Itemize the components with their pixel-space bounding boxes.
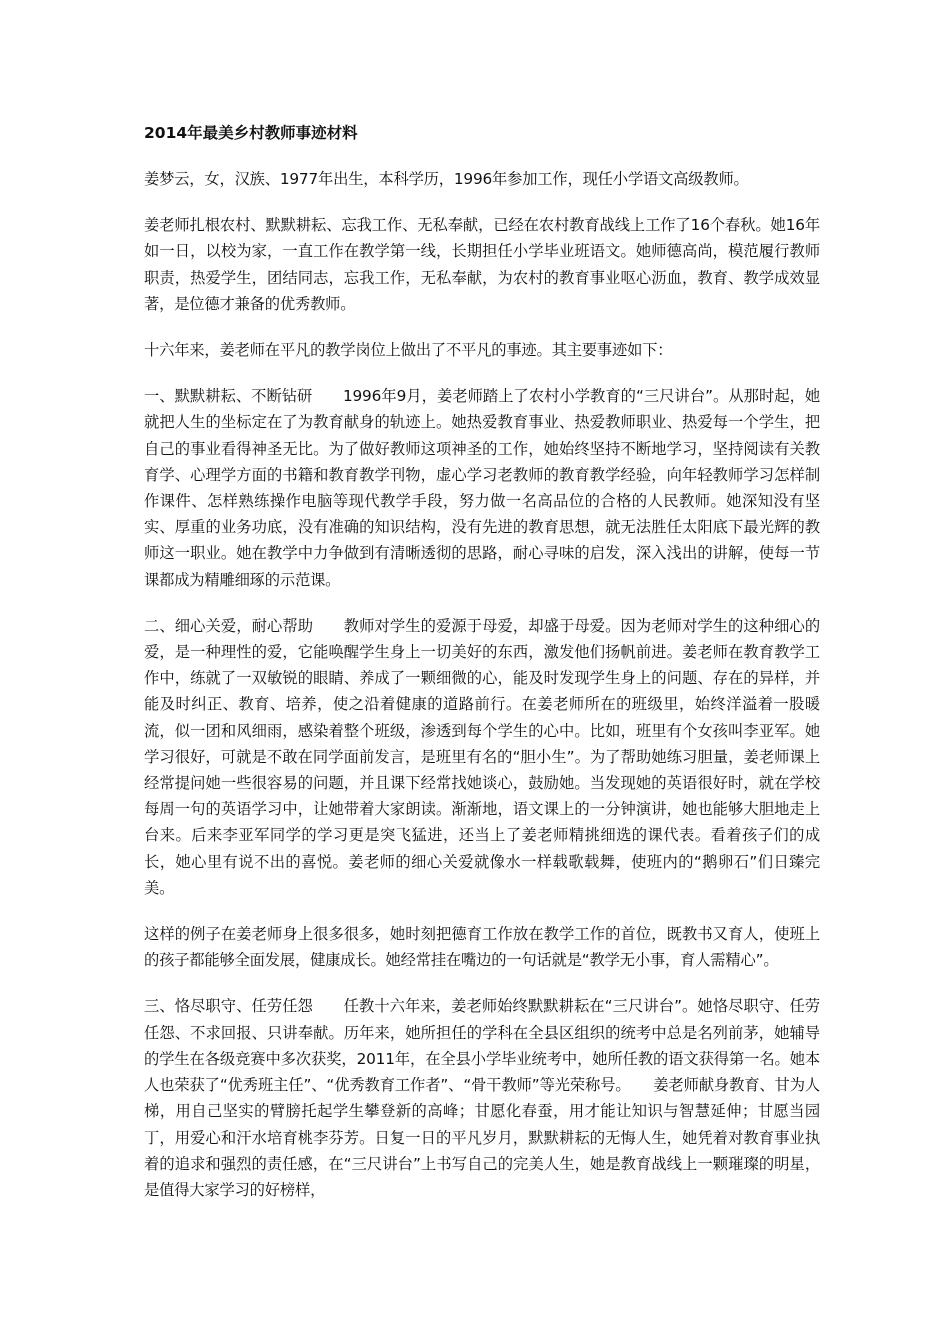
paragraph-section-1: 一、默默耕耘、不断钻研 1996年9月，姜老师踏上了农村小学教育的“三尺讲台”。从那时起，她就把人生的坐标定在了为教育献身的轨迹上。她热爱教育事业、热爱教师职业、热爱每一个学生，把自己的事业看得神圣无比。为了做好教师这项神圣的工作，她始终坚持不断地学习，坚持阅读有关教育学、心理学方面的书籍和教育教学刊物，虚心学习老教师的教育教学经验，向年轻教师学习怎样制作课件、怎样熟练操作电脑等现代教学手段，努力做一名高品位的合格的人民教师。她深知没有坚实、厚重的业务功底，没有准确的知识结构，没有先进的教育思想，就无法胜任太阳底下最光辉的教师这一职业。她在教学中力争做到有清晰透彻的思路，耐心寻味的启发，深入浅出的讲解，使每一节课都成为精雕细琢的示范课。 [144, 387, 820, 589]
paragraph-section-2: 二、细心关爱，耐心帮助 教师对学生的爱源于母爱，却盛于母爱。因为老师对学生的这种细心的爱，是一种理性的爱，它能唤醒学生身上一切美好的东西，激发他们扬帆前进。姜老师在教育教学工作中，练就了一双敏锐的眼睛、养成了一颗细微的心，能及时发现学生身上的问题、存在的异样，并能及时纠正、教育、培养，使之沿着健康的道路前行。在姜老师所在的班级里，始终洋溢着一股暖流，似一团和风细雨，感染着整个班级，渗透到每个学生的心中。比如，班里有个女孩叫李亚军。她学习很好，可就是不敢在同学面前发言，是班里有名的“胆小生”。为了帮助她练习胆量，姜老师课上经常提问她一些很容易的问题，并且课下经常找她谈心，鼓励她。当发现她的英语很好时，就在学校每周一句的英语学习中，让她带着大家朗读。渐渐地，语文课上的一分钟演讲，她也能够大胆地走上台来。后来李亚军同学的学习更是突飞猛进，还当上了姜老师精挑细选的课代表。看着孩子们的成长，她心里有说不出的喜悦。姜老师的细心关爱就像水一样载歌载舞，使班内的“鹅卵石”们日臻完美。 [144, 616, 820, 897]
paragraph-intro: 十六年来，姜老师在平凡的教学岗位上做出了不平凡的事迹。其主要事迹如下： [144, 341, 673, 360]
document-title: 2014年最美乡村教师事迹材料 [144, 124, 358, 142]
paragraph-section-3: 三、恪尽职守、任劳任怨 任教十六年来，姜老师始终默默耕耘在“三尺讲台”。她恪尽职守、任劳任怨、不求回报、只讲奉献。历年来，她所担任的学科在全县区组织的统考中总是名列前茅，她辅导的学生在各级竞赛中多次获奖，2011年，在全县小学毕业统考中，她所任教的语文获得第一名。她本人也荣获了“优秀班主任”、“优秀教育工作者”、“骨干教师”等光荣称号。 姜老师献身教育、甘为人梯，用自己坚实的臂膀托起学生攀登新的高峰；甘愿化春蚕，用才能让知识与智慧延伸；甘愿当园丁，用爱心和汗水培育桃李芬芳。日复一日的平凡岁月，默默耕耘的无悔人生，她凭着对教育事业执着的追求和强烈的责任感，在“三尺讲台”上书写自己的完美人生，她是教育战线上一颗璀璨的明星，是值得大家学习的好榜样， [144, 997, 820, 1199]
paragraph-profile: 姜梦云，女，汉族、1977年出生，本科学历，1996年参加工作，现任小学语文高级教师。 [144, 170, 749, 188]
paragraph-overview: 姜老师扎根农村、默默耕耘、忘我工作、无私奉献，已经在农村教育战线上工作了16个春秋。她16年如一日，以校为家，一直工作在教学第一线，长期担任小学毕业班语文。她师德高尚，模范履行教师职责，热爱学生，团结同志，忘我工作，无私奉献，为农村的教育事业呕心沥血，教育、教学成效显著，是位德才兼备的优秀教师。 [144, 216, 820, 313]
document-body [144, 120, 820, 1223]
paragraph-examples: 这样的例子在姜老师身上很多很多，她时刻把德育工作放在教学工作的首位，既教书又育人，使班上的孩子都能够全面发展，健康成长。她经常挂在嘴边的一句话就是“教学无小事，育人需精心”。 [144, 925, 820, 970]
